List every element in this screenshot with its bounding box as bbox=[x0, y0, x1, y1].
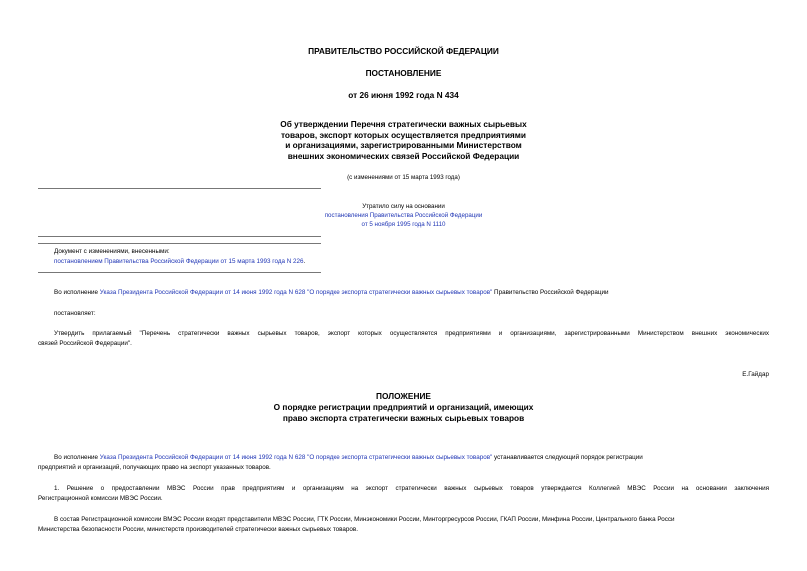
regulation-paragraph-3-line2: Министерства безопасности России, министерств производителей стратегически важных сырьевых товаров. bbox=[38, 526, 359, 533]
paragraph-execution: Во исполнение Указа Президента Российской Федерации от 14 июня 1992 года N 628 "О порядке экспорта стратегически важных сырьевых товаров" Правительство Российской Федерации bbox=[54, 289, 609, 296]
government-name: ПРАВИТЕЛЬСТВО РОССИЙСКОЙ ФЕДЕРАЦИИ bbox=[308, 46, 499, 56]
validity-note: Утратило силу на основании bbox=[362, 203, 445, 210]
signature: Е.Гайдар bbox=[742, 371, 769, 378]
validity-link-decree[interactable]: постановления Правительства Российской Федерации bbox=[324, 212, 483, 219]
validity-link-date[interactable]: от 5 ноября 1995 года N 1110 bbox=[361, 221, 446, 228]
decree-link[interactable]: Указа Президента Российской Федерации от 14 июня 1992 года N 628 "О порядке экспорта стратегически важных сырьевых товаров" bbox=[99, 289, 493, 296]
regulation-paragraph-2-line1: 1. Решение о предоставлении МВЭС России прав предприятиям и организациям на экспорт стратегически важных сырьевых товаров утверждается Коллегией МВЭС России на основании заключения bbox=[54, 485, 769, 492]
amendments-label: Документ с изменениями, внесенными: bbox=[54, 248, 170, 255]
regulation-subtitle-line2: право экспорта стратегически важных сырьевых товаров bbox=[282, 413, 525, 423]
regulation-subtitle-line1: О порядке регистрации предприятий и организаций, имеющих bbox=[273, 402, 534, 412]
changes-note: (с изменениями от 15 марта 1993 года) bbox=[347, 174, 460, 181]
divider bbox=[38, 243, 321, 244]
regulation-paragraph-1: Во исполнение Указа Президента Российской Федерации от 14 июня 1992 года N 628 "О порядке экспорта стратегически важных сырьевых товаров" устанавливается следующий порядок регистрации bbox=[54, 454, 643, 461]
document-type: ПОСТАНОВЛЕНИЕ bbox=[365, 68, 442, 78]
regulation-paragraph-2-line2: Регистрационной комиссии МВЭС России. bbox=[38, 495, 163, 502]
title-line: и организациями, зарегистрированными Министерством bbox=[285, 140, 522, 150]
paragraph-approve-line2: связей Российской Федерации". bbox=[38, 340, 132, 347]
divider bbox=[38, 236, 321, 237]
paragraph-resolves: постановляет: bbox=[54, 310, 96, 317]
document-title bbox=[0, 119, 807, 161]
amendments-entry: постановлением Правительства Российской Федерации от 15 марта 1993 года N 226. bbox=[54, 258, 306, 265]
amendments-link[interactable]: постановлением Правительства Российской Федерации от 15 марта 1993 года N 226 bbox=[54, 258, 304, 265]
title-line: Об утверждении Перечня стратегически важных сырьевых bbox=[280, 119, 527, 129]
paragraph-approve-line1: Утвердить прилагаемый "Перечень стратегически важных сырьевых товаров, экспорт которых осуществляется предприятиями и организациями, зарегистрированными Министерством внешних экономических bbox=[54, 330, 769, 337]
regulation-paragraph-3-line1: В состав Регистрационной комиссии ВМЭС России входят представители МВЭС России, ГТК России, Минэкономики России, Минторгресурсов России, ГКАП России, Минфина России, Центрального банка Росси bbox=[54, 516, 675, 523]
title-line: внешних экономических связей Российской Федерации bbox=[287, 150, 520, 161]
regulation-heading: ПОЛОЖЕНИЕ bbox=[376, 391, 431, 401]
decree-link[interactable]: Указа Президента Российской Федерации от 14 июня 1992 года N 628 "О порядке экспорта стратегически важных сырьевых товаров" bbox=[99, 454, 493, 461]
document-date: от 26 июня 1992 года N 434 bbox=[348, 90, 459, 100]
regulation-paragraph-1-line2: предприятий и организаций, получающих право на экспорт указанных товаров. bbox=[38, 464, 271, 471]
title-line: товаров, экспорт которых осуществляется предприятиями bbox=[280, 129, 527, 140]
divider bbox=[38, 272, 321, 273]
divider bbox=[38, 188, 321, 189]
